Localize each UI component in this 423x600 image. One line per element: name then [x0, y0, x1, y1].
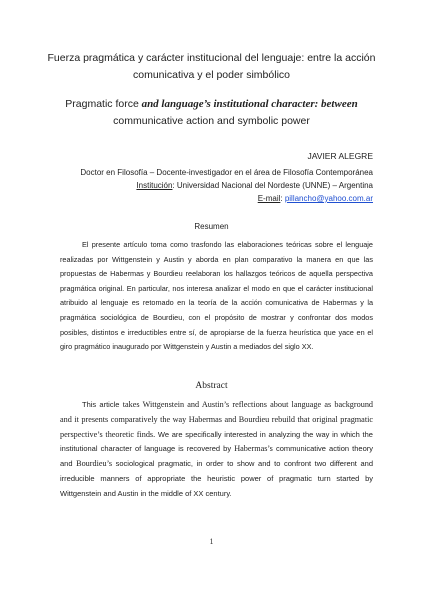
institution-value: : Universidad Nacional del Nordeste (UNNE) – Argentina — [172, 181, 373, 190]
email-separator: : — [280, 194, 285, 203]
author-position: Doctor en Filosofía – Docente-investigador en el área de Filosofía Contemporánea — [80, 168, 373, 177]
author-block — [80, 150, 373, 205]
abstract-segment-4: Habermas’s — [234, 444, 273, 454]
resumen-heading: Resumen — [194, 222, 229, 231]
title-english-part-1: Pragmatic force — [65, 98, 139, 110]
abstract-segment-3: We are specifically interested in analyzing the way in which the institutional character of language is recovered by — [60, 429, 373, 454]
abstract-segment-2: takes Wittgenstein and Austin’s reflections about language as background and it presents comparatively the way Habermas and Bourdieu rebuild that original pragmatic perspective’s theoretic finds. — [60, 400, 374, 439]
institution-label: Institución — [136, 181, 173, 190]
abstract-paragraph — [60, 398, 373, 502]
abstract-segment-5: communicative action theory and — [60, 444, 373, 469]
title-english-line-2: communicative action and symbolic power — [113, 115, 310, 127]
author-email — [80, 192, 373, 205]
title-english-part-2: and language’s institutional character: between — [138, 98, 358, 110]
abstract-heading: Abstract — [195, 381, 228, 391]
resumen-paragraph: El presente artículo toma como trasfondo las elaboraciones teóricas sobre el lenguaje realizadas por Wittgenstein y Austin y aborda en plan comparativo la manera en que las propuestas de Habermas y Bourdieu reelaboran los hallazgos teóricos de aquella perspectiva pragmática original. En particular, nos interesa analizar el modo en que el carácter institucional atribuido al lenguaje es retomado en la teoría de la acción comunicativa de Habermas y la pragmática sociológica de Bourdieu, con el propósito de mostrar y confrontar dos modos posibles, distintos e irreductibles entre sí, de apropiarse de la fuerza heurística que yace en el giro pragmático inaugurado por Wittgenstein y Austin a mediados del siglo XX. — [60, 240, 373, 352]
title-english — [40, 96, 383, 130]
page-number: 1 — [209, 537, 214, 546]
title-spanish-line-2: comunicativa y el poder simbólico — [133, 69, 290, 81]
author-institution — [80, 179, 373, 192]
abstract-segment-6: Bourdieu’s — [76, 459, 113, 469]
title-english-line-1 — [40, 96, 383, 113]
abstract-segment-1: This article — [82, 400, 123, 409]
title-spanish — [40, 50, 383, 84]
email-label: E-mail — [257, 194, 281, 203]
author-name: JAVIER ALEGRE — [307, 151, 373, 161]
title-spanish-line-1: Fuerza pragmática y carácter institucional del lenguaje: entre la acción — [47, 52, 376, 64]
abstract-segment-7: sociological pragmatic, in order to show and to confront two different and irreducible manners of appropriate the heuristic power of pragmatic turn started by Wittgenstein and Austin in the middle of XX century. — [60, 459, 373, 498]
email-link[interactable]: pillancho@yahoo.com.ar — [284, 194, 373, 203]
